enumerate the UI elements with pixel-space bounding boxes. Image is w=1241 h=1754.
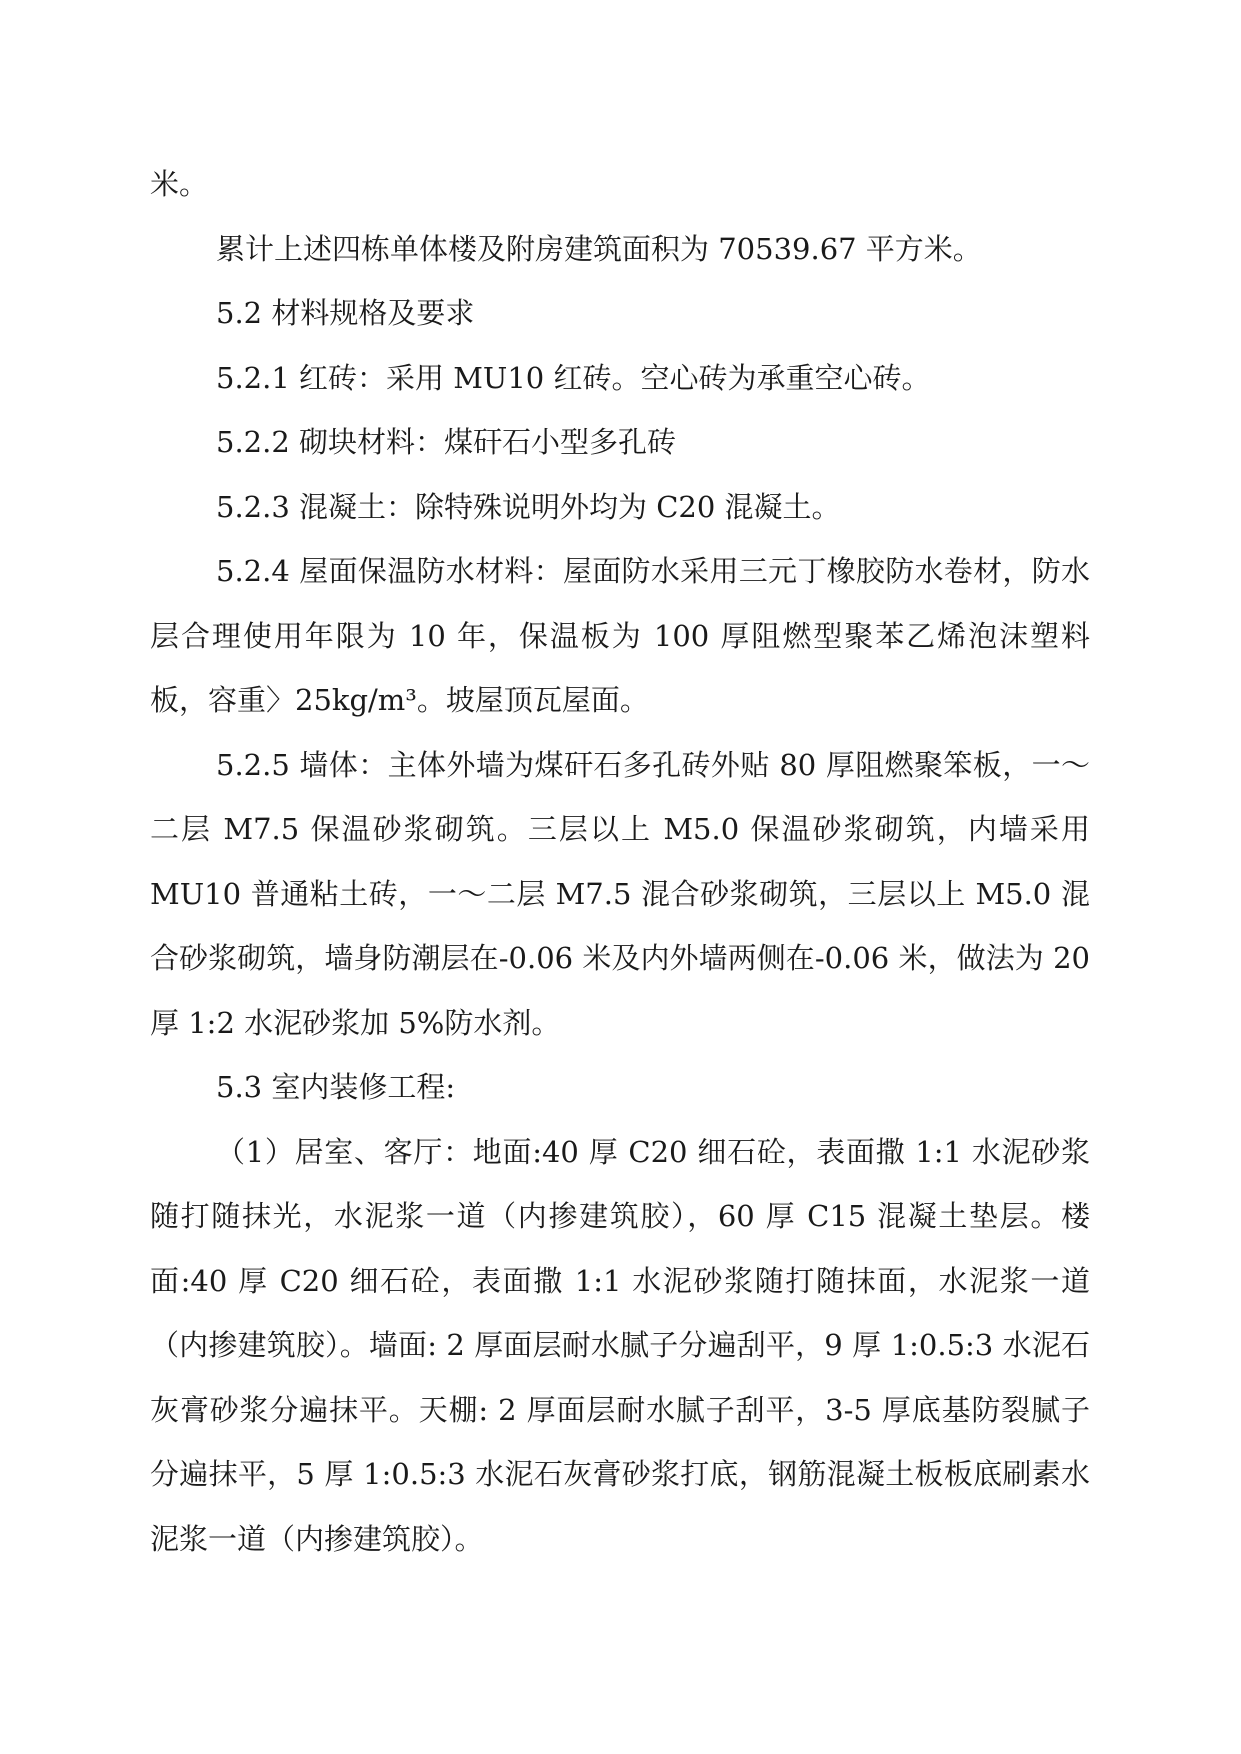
paragraph-continuation: 米。 xyxy=(150,167,209,201)
paragraph-5-2-1: 5.2.1 红砖：采用 MU10 红砖。空心砖为承重空心砖。 xyxy=(216,360,931,395)
paragraph-5-2-2: 5.2.2 砌块材料：煤矸石小型多孔砖 xyxy=(216,425,677,459)
section-heading-5-3: 5.3 室内装修工程: xyxy=(216,1070,456,1104)
paragraph-5-2-3: 5.2.3 混凝土：除特殊说明外均为 C20 混凝土。 xyxy=(216,489,841,524)
paragraph-5-2-5: 5.2.5 墙体：主体外墙为煤矸石多孔砖外贴 80 厚阻燃聚笨板，一～二层 M7.5 保温砂浆砌筑。三层以上 M5.0 保温砂浆砌筑，内墙采用 MU10 普通粘土砖，一～二层 M7.5 混合砂浆砌筑，三层以上 M5.0 混合砂浆砌筑，墙身防潮层在-0.06 米及内外墙两侧在-0.06 米，做法为 20 厚 1:2 水泥砂浆加 5%防水剂。 xyxy=(150,747,1090,1040)
section-heading-5-2: 5.2 材料规格及要求 xyxy=(216,296,475,330)
paragraph-5-3-1: （1）居室、客厅：地面:40 厚 C20 细石砼，表面撒 1:1 水泥砂浆随打随抹光，水泥浆一道（内掺建筑胶），60 厚 C15 混凝土垫层。楼面:40 厚 C20 细石砼，表面撒 1:1 水泥砂浆随打随抹面，水泥浆一道（内掺建筑胶）。墙面: 2 厚面层耐水腻子分遍刮平，9 厚 1:0.5:3 水泥石灰膏砂浆分遍抹平。天棚: 2 厚面层耐水腻子刮平，3-5 厚底基防裂腻子分遍抹平，5 厚 1:0.5:3 水泥石灰膏砂浆打底，钢筋混凝土板板底刷素水泥浆一道（内掺建筑胶）。 xyxy=(150,1134,1090,1556)
paragraph-5-2-4: 5.2.4 屋面保温防水材料：屋面防水采用三元丁橡胶防水卷材，防水层合理使用年限为 10 年，保温板为 100 厚阻燃型聚苯乙烯泡沫塑料板，容重〉25kg/m³。坡屋顶瓦屋面。 xyxy=(150,554,1090,717)
document-body xyxy=(150,152,1090,1571)
paragraph-total-area: 累计上述四栋单体楼及附房建筑面积为 70539.67 平方米。 xyxy=(216,231,982,266)
